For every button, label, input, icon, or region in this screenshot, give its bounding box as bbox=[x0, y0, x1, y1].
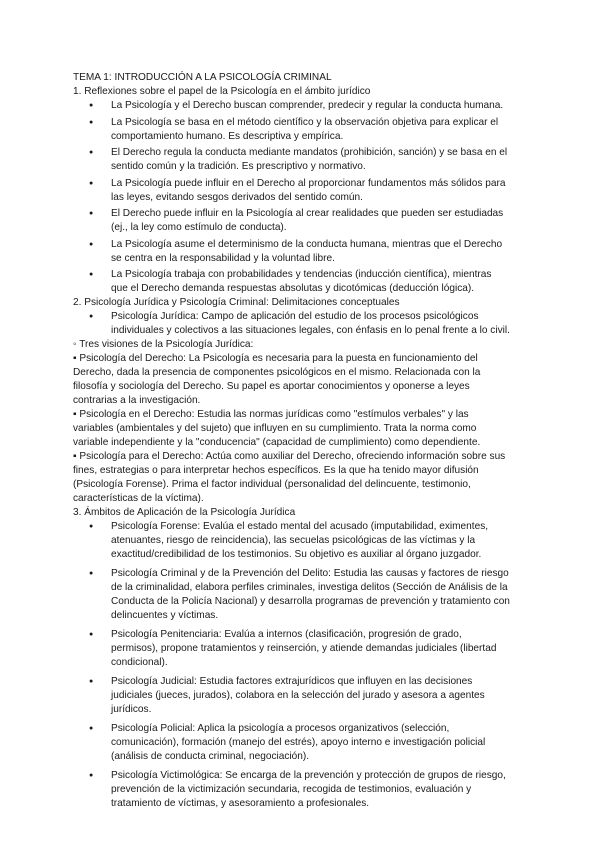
list-item-text: (análisis de conducta criminal, negociación). bbox=[111, 751, 310, 762]
list-item-text: ● Psicología Jurídica: Campo de aplicación del estudio de los procesos psicológicos bbox=[111, 311, 479, 322]
list-item-text: ● Psicología Victimológica: Se encarga de la prevención y protección de grupos de riesgo, bbox=[111, 770, 506, 781]
paragraph-line: variable independiente y la "conducencia" (capacidad de cumplimiento) como dependiente. bbox=[73, 437, 481, 448]
paragraph-line: fines, estrategias o para interpretar hechos específicos. Es la que ha tenido mayor difusión bbox=[73, 465, 479, 476]
vision-paragraph bbox=[73, 352, 535, 408]
list-item bbox=[73, 99, 535, 113]
list-item-text: ● Psicología Penitenciaria: Evalúa a internos (clasificación, progresión de grado, bbox=[111, 629, 462, 640]
list-item bbox=[73, 567, 535, 623]
section-2-heading: 2. Psicología Jurídica y Psicología Criminal: Delimitaciones conceptuales bbox=[73, 297, 400, 308]
list-item-text: Conducta de la Policía Nacional) y desarrolla programas de prevención y tratamiento con bbox=[111, 596, 510, 607]
section-1-list bbox=[73, 99, 535, 296]
list-item-text: jurídicos. bbox=[111, 704, 152, 715]
list-item-text: ● Psicología Judicial: Estudia factores extrajurídicos que influyen en las decisiones bbox=[111, 676, 473, 687]
list-item bbox=[73, 146, 535, 174]
paragraph-line: variables (ambientales y del sujeto) que influyen en su cumplimiento. Trata la norma como bbox=[73, 423, 477, 434]
list-item-text: permisos), propone tratamientos y reinserción, y atiende demandas judiciales (libertad bbox=[111, 643, 497, 654]
list-item-text: atenuantes, riesgo de reincidencia), las secuelas psicológicas de las víctimas y la bbox=[111, 535, 476, 546]
section-1-heading: 1. Reflexiones sobre el papel de la Psicología en el ámbito jurídico bbox=[73, 86, 371, 97]
list-item-text: ● Psicología Criminal y de la Prevención del Delito: Estudia las causas y factores de riesgo bbox=[111, 568, 509, 579]
paragraph-line: características de la víctima). bbox=[73, 493, 204, 504]
list-item-text: delincuentes y víctimas. bbox=[111, 610, 219, 621]
paragraph-line: Derecho, dada la presencia de componentes psicológicos en el mismo. Relacionada con la bbox=[73, 367, 481, 378]
vision-paragraph bbox=[73, 408, 535, 450]
list-item bbox=[73, 310, 535, 338]
list-item-text: comunicación), formación (manejo del estrés), apoyo interno e investigación policial bbox=[111, 737, 486, 748]
list-item bbox=[73, 722, 535, 764]
list-item-text: comportamiento humano. Es descriptiva y empírica. bbox=[111, 130, 344, 142]
list-item-text: ● La Psicología asume el determinismo de la conducta humana, mientras que el Derecho bbox=[111, 238, 503, 250]
list-item-text: tratamiento de víctimas, y asesoramiento a profesionales. bbox=[111, 798, 370, 809]
list-item-text: sentido común y la tradición. Es prescriptivo y normativo. bbox=[111, 161, 366, 172]
list-item-text: condicional). bbox=[111, 657, 168, 668]
paragraph-line: ▪ Psicología en el Derecho: Estudia las normas jurídicas como "estímulos verbales" y las bbox=[73, 409, 469, 420]
list-item-text: exactitud/credibilidad de los testimonios. Su objetivo es auxiliar al órgano juzgador. bbox=[111, 549, 482, 560]
list-item bbox=[73, 628, 535, 670]
list-item-text: ● La Psicología trabaja con probabilidades y tendencias (inducción científica), mientras bbox=[111, 269, 492, 280]
list-item-text: judiciales (jueces, jurados), colabora en la selección del jurado y asesora a agentes bbox=[111, 690, 485, 701]
list-item-text: ● Psicología Policial: Aplica la psicología a procesos organizativos (selección, bbox=[111, 723, 450, 734]
paragraph-line: contrarias a la investigación. bbox=[73, 395, 201, 406]
list-item-text: ● El Derecho regula la conducta mediante mandatos (prohibición, sanción) y se basa en el bbox=[111, 147, 508, 158]
document-title: TEMA 1: INTRODUCCIÓN A LA PSICOLOGÍA CRIMINAL bbox=[73, 72, 332, 83]
list-item-text: de la criminalidad, elabora perfiles criminales, investiga delitos (Sección de Análisis de la bbox=[111, 582, 508, 593]
section-3-list bbox=[73, 520, 535, 811]
list-item-text: se centra en la responsabilidad y la voluntad libre. bbox=[111, 252, 335, 264]
list-item bbox=[73, 207, 535, 235]
list-item bbox=[73, 268, 535, 296]
list-item-text: ● La Psicología y el Derecho buscan comprender, predecir y regular la conducta humana. bbox=[111, 100, 504, 111]
paragraph-line: filosofía y sociología del Derecho. Su papel es aportar conocimientos y oponerse a leyes bbox=[73, 381, 470, 392]
paragraph-line: (Psicología Forense). Prima el factor individual (personalidad del delincuente, testimonio, bbox=[73, 479, 471, 490]
list-item bbox=[73, 769, 535, 811]
list-item-text: las leyes, evitando sesgos derivados del sentido común. bbox=[111, 191, 363, 203]
list-item-text: individuales y colectivos a las situaciones legales, con énfasis en lo penal frente a lo civil. bbox=[111, 325, 510, 336]
list-item-text: ● Psicología Forense: Evalúa el estado mental del acusado (imputabilidad, eximentes, bbox=[111, 521, 489, 532]
visions-heading: ◦ Tres visiones de la Psicología Jurídica: bbox=[73, 339, 254, 350]
vision-paragraph bbox=[73, 450, 535, 506]
list-item bbox=[73, 238, 535, 266]
list-item-text: ● La Psicología se basa en el método científico y la observación objetiva para explicar el bbox=[111, 116, 499, 128]
list-item bbox=[73, 116, 535, 144]
document-page bbox=[73, 71, 535, 811]
list-item-text: ● La Psicología puede influir en el Derecho al proporcionar fundamentos más sólidos para bbox=[111, 177, 506, 189]
list-item-text: (ej., la ley como estímulo de conducta). bbox=[111, 222, 287, 233]
list-item-text: prevención de la victimización secundaria, recogida de testimonios, evaluación y bbox=[111, 784, 472, 795]
list-item bbox=[73, 520, 535, 562]
paragraph-line: ▪ Psicología para el Derecho: Actúa como auxiliar del Derecho, ofreciendo información sobre sus bbox=[73, 451, 506, 462]
section-3-heading: 3. Ámbitos de Aplicación de la Psicología Jurídica bbox=[73, 507, 296, 518]
list-item-text: ● El Derecho puede influir en la Psicología al crear realidades que pueden ser estudiadas bbox=[111, 208, 504, 219]
list-item-text: que el Derecho demanda respuestas absolutas y dicotómicas (deducción lógica). bbox=[111, 283, 475, 294]
paragraph-line: ▪ Psicología del Derecho: La Psicología es necesaria para la puesta en funcionamiento del bbox=[73, 353, 478, 364]
list-item bbox=[73, 177, 535, 205]
list-item bbox=[73, 675, 535, 717]
